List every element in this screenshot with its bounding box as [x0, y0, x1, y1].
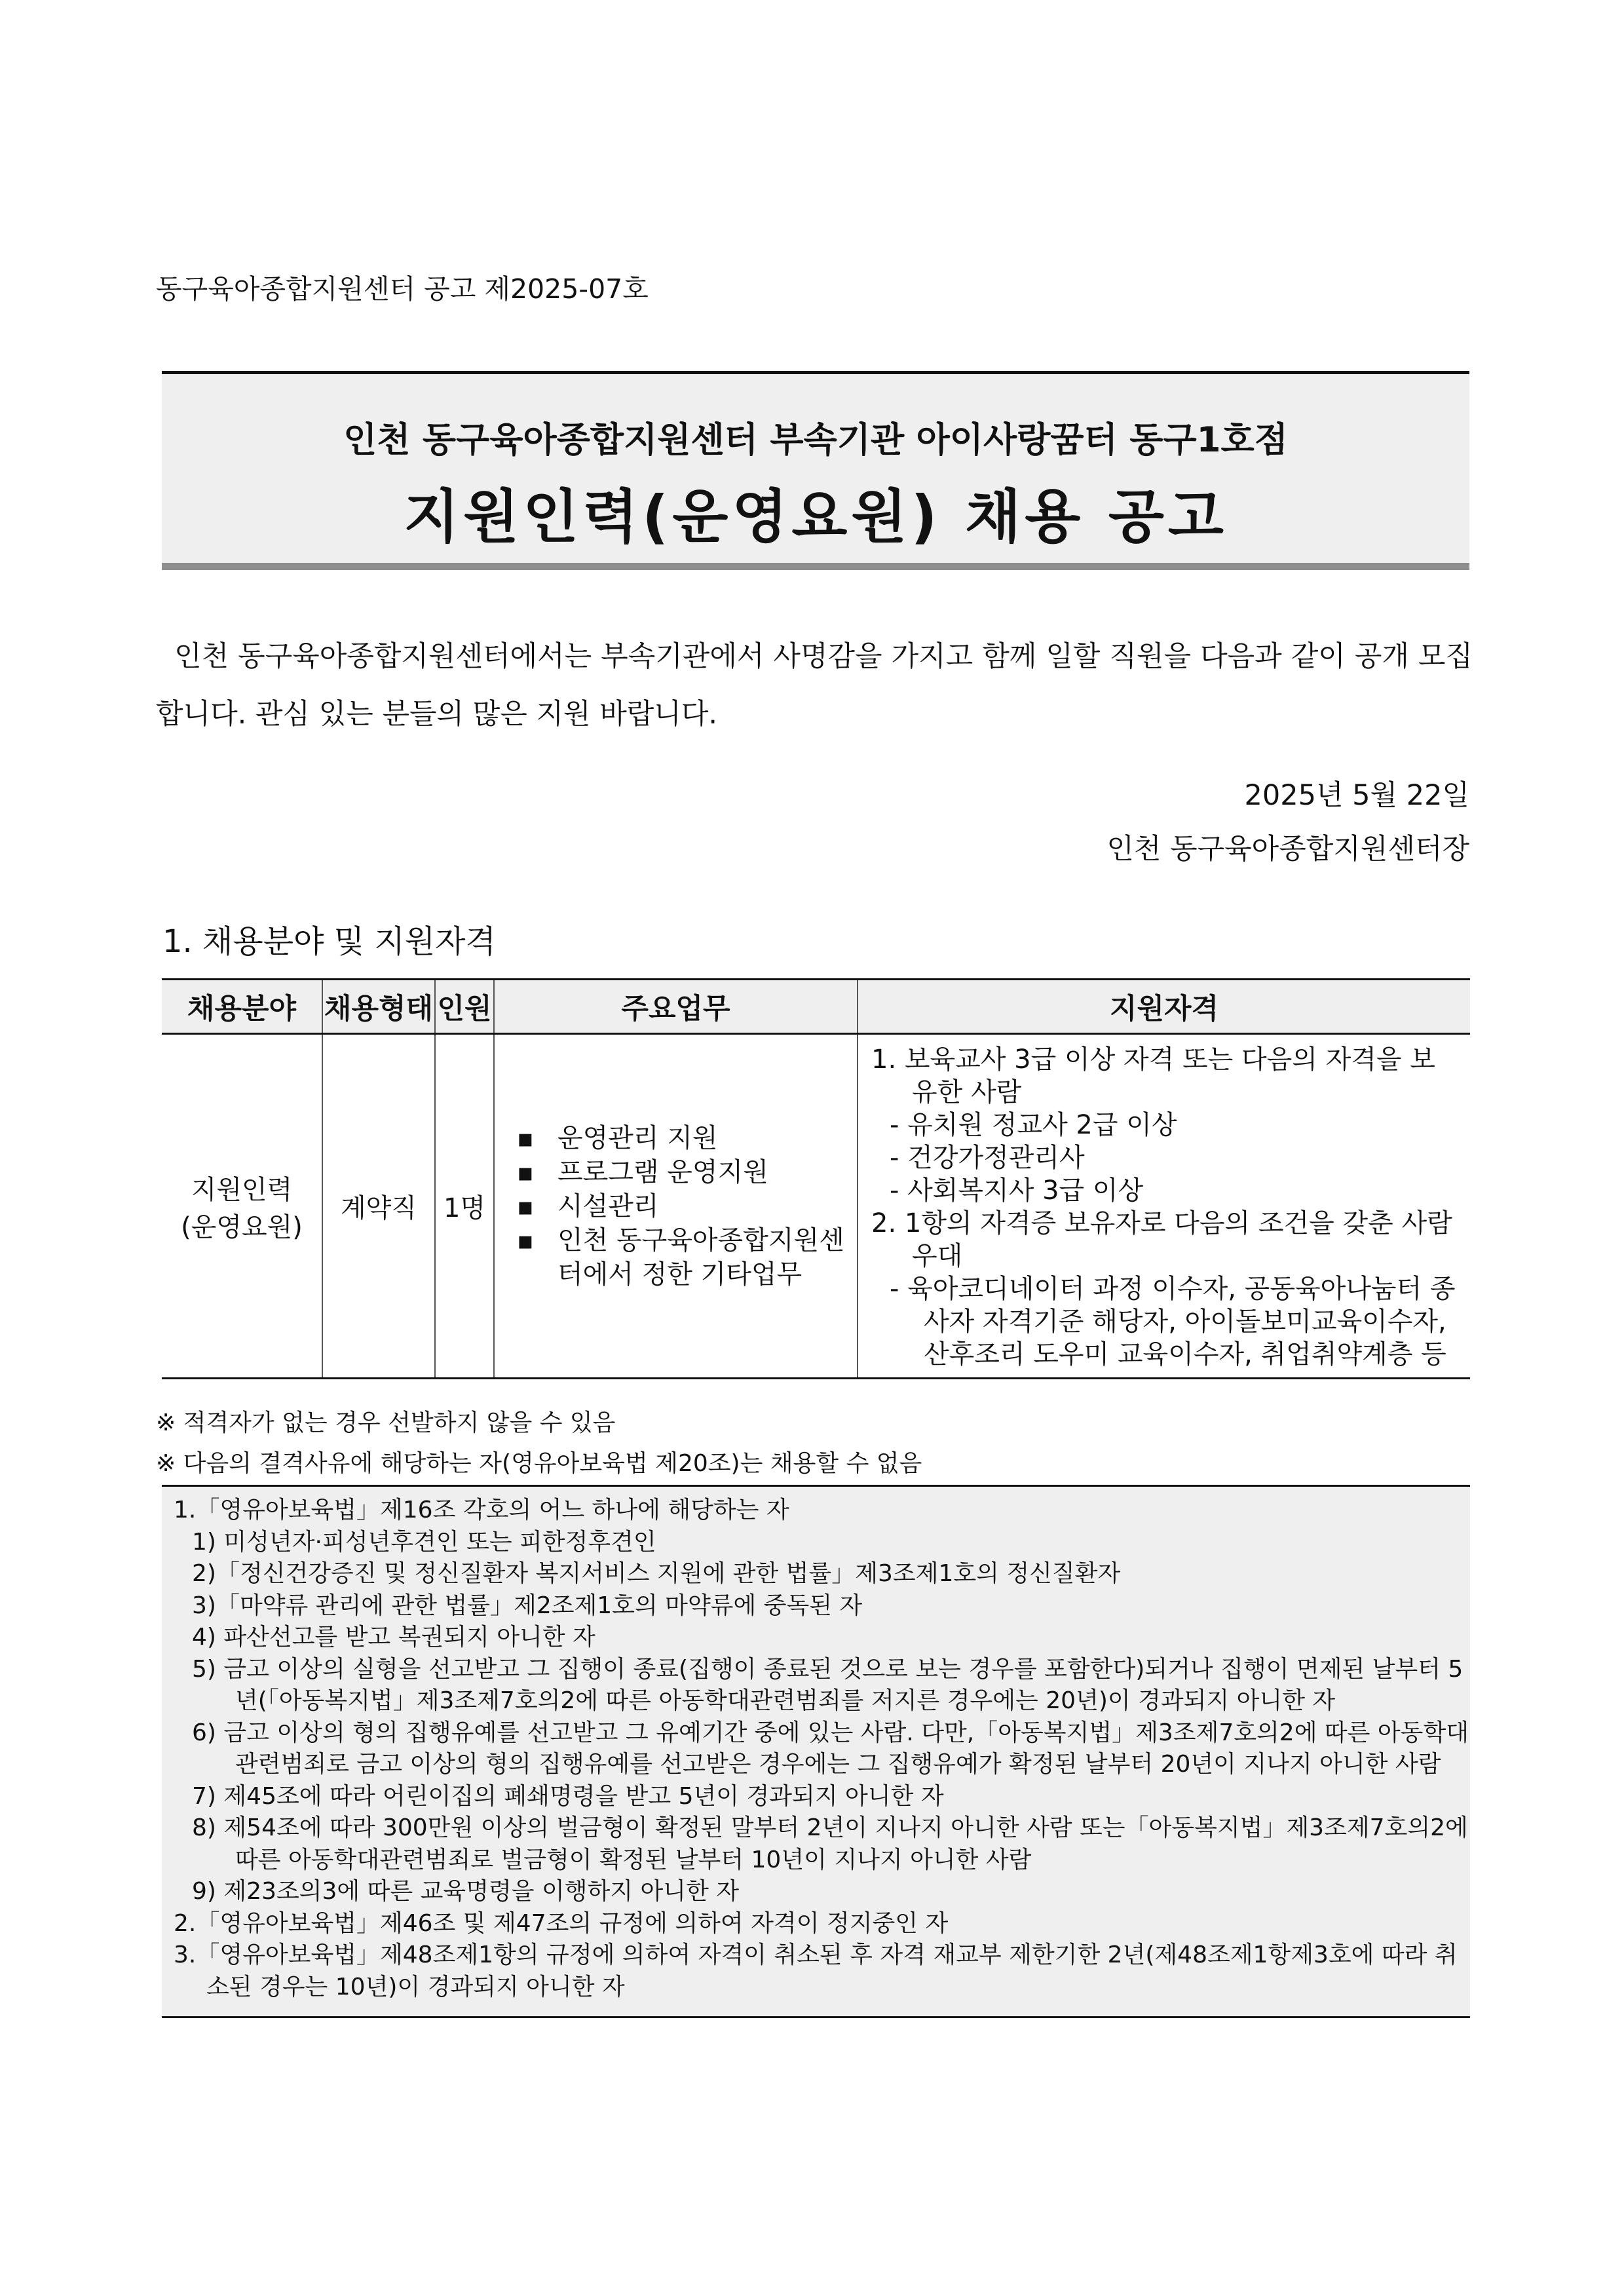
notice-date: 2025년 5월 22일 [1244, 779, 1469, 812]
qualifications-list [858, 1037, 1470, 1376]
disqualification-item: 4) 파산선고를 받고 복권되지 아니한 자 [192, 1624, 595, 1651]
qualification-item: - 건강가정관리사 [890, 1142, 1085, 1173]
duty-item: ▪ 시설관리 [517, 1189, 857, 1223]
disqualification-item: 3)「마약류 관리에 관한 법률」제2조제1호의 마약류에 중독된 자 [192, 1592, 863, 1619]
cell-type: 계약직 [322, 1034, 435, 1379]
disqualification-item: 1.「영유아보육법」제16조 각호의 어느 하나에 해당하는 자 [174, 1497, 789, 1523]
header-type: 채용형태 [322, 980, 435, 1034]
cell-qualifications [858, 1034, 1470, 1379]
section-title: 1. 채용분야 및 지원자격 [162, 923, 496, 960]
duty-item: ▪ 운영관리 지원 [517, 1121, 857, 1155]
disqualification-box [162, 1485, 1470, 2018]
disqualification-item: 3.「영유아보육법」제48조제1항의 규정에 의하여 자격이 취소된 후 자격 재교부 제한기한 2년(제48조제1항제3호에 따라 취소된 경우는 10년)이 경과되지 아니한 자 [174, 1942, 1458, 2000]
disqualification-item: 9) 제23조의3에 따른 교육명령을 이행하지 아니한 자 [192, 1878, 740, 1905]
disqualification-item: 2)「정신건강증진 및 정신질환자 복지서비스 지원에 관한 법률」제3조제1호의 정신질환자 [192, 1560, 1121, 1587]
note-disqualification: ※ 다음의 결격사유에 해당하는 자(영유아보육법 제20조)는 채용할 수 없음 [156, 1450, 922, 1477]
qualification-item: - 유치원 정교사 2급 이상 [890, 1109, 1177, 1140]
header-duties: 주요업무 [494, 980, 858, 1034]
header-field: 채용분야 [162, 980, 322, 1034]
cell-count: 1명 [435, 1034, 494, 1379]
table-row [162, 1034, 1470, 1379]
cell-duties [494, 1034, 858, 1379]
disqualification-item: 7) 제45조에 따라 어린이집의 폐쇄명령을 받고 5년이 경과되지 아니한 자 [192, 1782, 944, 1810]
table-header-row [162, 980, 1470, 1034]
disqualification-item: 6) 금고 이상의 형의 집행유예를 선고받고 그 유예기간 중에 있는 사람. 다만,「아동복지법」제3조제7호의2에 따른 아동학대관련범죄로 금고 이상의 형의 집행유예를 선고받은 경우에는 그 집행유예가 확정된 날부터 20년이 지나지 아니한 사람 [192, 1719, 1469, 1778]
intro-text: 인천 동구육아종합지원센터에서는 부속기관에서 사명감을 가지고 함께 일할 직원을 다음과 같이 공개 모집합니다. 관심 있는 분들의 많은 지원 바랍니다. [156, 640, 1473, 731]
qualification-item: - 육아코디네이터 과정 이수자, 공동육아나눔터 종사자 자격기준 해당자, 아이돌보미교육이수자, 산후조리 도우미 교육이수자, 취업취약계층 등 [890, 1273, 1456, 1369]
header-qualifications: 지원자격 [858, 980, 1470, 1034]
notice-number: 동구육아종합지원센터 공고 제2025-07호 [156, 273, 649, 305]
note-no-candidate: ※ 적격자가 없는 경우 선발하지 않을 수 있음 [156, 1409, 616, 1436]
header-count: 인원 [435, 980, 494, 1034]
disqualification-item: 1) 미성년자·피성년후견인 또는 피한정후견인 [192, 1528, 656, 1556]
disqualification-item: 2.「영유아보육법」제46조 및 제47조의 규정에 의하여 자격이 정지중인 자 [174, 1909, 949, 1937]
notice-signer: 인천 동구육아종합지원센터장 [1106, 833, 1469, 866]
duty-item: ▪ 인천 동구육아종합지원센터에서 정한 기타업무 [517, 1223, 857, 1292]
disqualification-item: 8) 제54조에 따라 300만원 이상의 벌금형이 확정된 말부터 2년이 지나지 아니한 사람 또는「아동복지법」제3조제7호의2에 따른 아동학대관련범죄로 벌금형이 확정된 날부터 10년이 지나지 아니한 사람 [192, 1814, 1468, 1873]
field-line1: 지원인력 [191, 1174, 293, 1205]
recruitment-table [162, 978, 1470, 1379]
page-title: 지원인력(운영요원) 채용 공고 [404, 483, 1228, 550]
intro-paragraph [156, 628, 1473, 743]
disqualification-item: 5) 금고 이상의 실형을 선고받고 그 집행이 종료(집행이 종료된 것으로 보는 경우를 포함한다)되거나 집행이 면제된 날부터 5년(「아동복지법」제3조제7호의2에 따른 아동학대관련범죄를 저지른 경우에는 20년)이 경과되지 아니한 자 [192, 1655, 1463, 1714]
field-line2: (운영요원) [181, 1212, 303, 1242]
duty-item: ▪ 프로그램 운영지원 [517, 1155, 857, 1189]
title-box [162, 371, 1469, 570]
duties-list [495, 1121, 857, 1292]
qualification-item: 2. 1항의 자격증 보유자로 다음의 조건을 갖춘 사람 우대 [871, 1208, 1452, 1271]
qualification-item: 1. 보육교사 3급 이상 자격 또는 다음의 자격을 보유한 사람 [871, 1044, 1435, 1107]
cell-field [162, 1034, 322, 1379]
title-subtitle: 인천 동구육아종합지원센터 부속기관 아이사랑꿈터 동구1호점 [343, 420, 1288, 460]
qualification-item: - 사회복지사 3급 이상 [890, 1175, 1144, 1206]
